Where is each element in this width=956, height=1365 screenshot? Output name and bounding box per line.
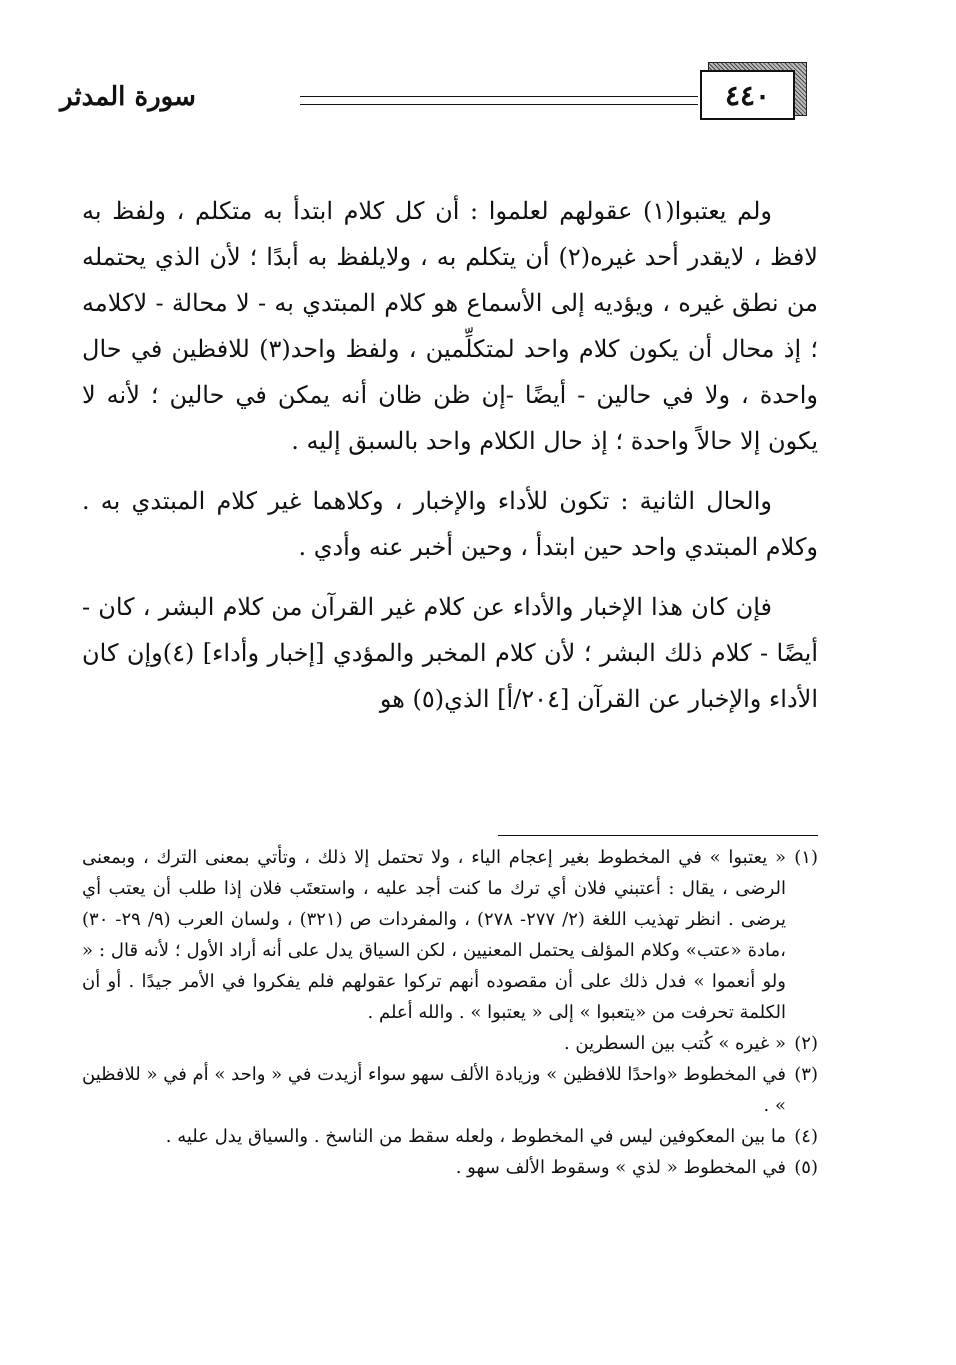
footnote-text: « يعتبوا » في المخطوط بغير إعجام الياء ، ولا تحتمل إلا ذلك ، وتأتي بمعنى الترك ، وبمعنى الرضى ، يقال : أعتبني فلان أي ترك ما كنت أجد عليه ، واستعتَب فلان إذا طلب أن يعتب أي يرضى . انظر تهذيب اللغة (٢/ ٢٧٧- ٢٧٨) ، والمفردات ص (٣٢١) ، ولسان العرب (٩/ ٢٩- ٣٠) ،مادة «عتب» وكلام المؤلف يحتمل المعنيين ، لكن السياق يدل على أنه أراد الأول ؛ لأنه قال : « ولو أنعموا » فدل ذلك على أن مقصوده أنهم تركوا عقولهم فلم يفكروا في الأمر جيدًا . أو أن الكلمة تحرفت من «يتعبوا » إلى « يعتبوا » . والله أعلم .	[82, 847, 786, 1023]
header-rule	[300, 104, 698, 105]
page-number: ٤٤٠	[700, 70, 795, 120]
main-text	[82, 188, 818, 736]
footnote-marker: (٥)	[794, 1157, 818, 1178]
footnote-marker: (٤)	[794, 1126, 818, 1147]
footnote	[82, 1028, 818, 1059]
footnote-divider	[498, 835, 818, 836]
footnote	[82, 842, 818, 1028]
footnote-marker: (٣)	[794, 1064, 818, 1085]
footnote-marker: (١)	[794, 847, 818, 868]
footnote-text: في المخطوط « لذي » وسقوط الألف سهو .	[455, 1157, 786, 1178]
paragraph: ولم يعتبوا(١) عقولهم لعلموا : أن كل كلام ابتدأ به متكلم ، ولفظ به لافظ ، لايقدر أحد غيره(٢) أن يتكلم به ، ولايلفظ به أبدًا ؛ لأن الذي يحتمله من نطق غيره ، ويؤديه إلى الأسماع هو كلام المبتدي به - لا محالة - لاكلامه ؛ إذ محال أن يكون كلام واحد لمتكلِّمين ، ولفظ واحد(٣) للافظين في حال واحدة ، ولا في حالين - أيضًا -إن ظن ظان أنه يمكن في حالين ؛ لأنه لا يكون إلا حالاً واحدة ؛ إذ حال الكلام واحد بالسبق إليه .	[82, 197, 818, 455]
surah-title: سورة المدثر	[60, 82, 196, 112]
footnotes	[82, 842, 818, 1183]
page-number-box	[700, 62, 805, 122]
footnote-text: ما بين المعكوفين ليس في المخطوط ، ولعله سقط من الناسخ . والسياق يدل عليه .	[165, 1126, 786, 1147]
footnote-text: « غيره » كُتب بين السطرين .	[563, 1033, 786, 1054]
footnote-text: في المخطوط «واحدًا للافظين » وزيادة الألف سهو سواء أزيدت في « واحد » أم في « للافظين » .	[82, 1064, 786, 1116]
paragraph: والحال الثانية : تكون للأداء والإخبار ، وكلاهما غير كلام المبتدي به . وكلام المبتدي واحد حين ابتدأ ، وحين أخبر عنه وأدي .	[82, 487, 818, 561]
footnote-marker: (٢)	[794, 1033, 818, 1054]
footnote	[82, 1059, 818, 1121]
paragraph: فإن كان هذا الإخبار والأداء عن كلام غير القرآن من كلام البشر ، كان - أيضًا - كلام ذلك البشر ؛ لأن كلام المخبر والمؤدي [إخبار وأداء] (٤)وإن كان الأداء والإخبار عن القرآن [٢٠٤/أ] الذي(٥) هو	[82, 593, 818, 713]
footnote	[82, 1152, 818, 1183]
header-rule	[300, 96, 698, 97]
footnote	[82, 1121, 818, 1152]
